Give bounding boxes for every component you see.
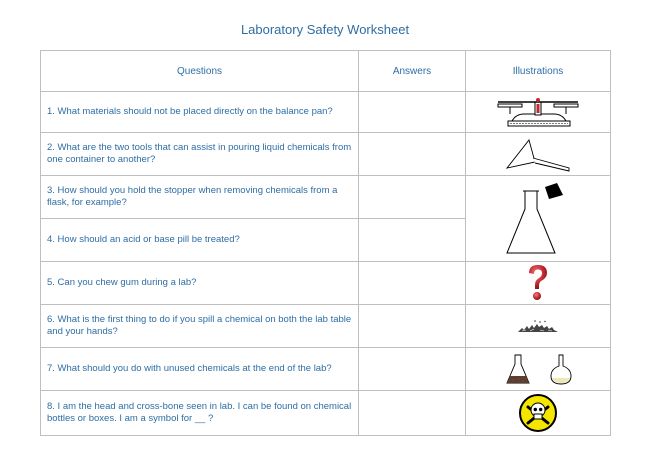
page-title: Laboratory Safety Worksheet (240, 22, 410, 37)
answer-cell[interactable] (359, 133, 466, 176)
skull-crossbones-icon (518, 393, 558, 433)
flask-with-stopper-icon (503, 181, 573, 257)
table-row (41, 92, 611, 133)
answer-cell[interactable] (359, 219, 466, 262)
question-cell: 5. Can you chew gum during a lab? (41, 262, 359, 305)
illustration-cell (466, 133, 611, 176)
table-row (41, 305, 611, 348)
table-row (41, 262, 611, 305)
illustration-cell (466, 305, 611, 348)
table-row (41, 348, 611, 391)
illustration-cell (466, 92, 611, 133)
question-cell: 4. How should an acid or base pill be treated? (41, 219, 359, 262)
header-row (41, 51, 611, 92)
question-cell: 1. What materials should not be placed directly on the balance pan? (41, 92, 359, 133)
answer-cell[interactable] (359, 348, 466, 391)
table-row (41, 176, 611, 219)
spilled-powder-icon (516, 318, 560, 334)
question-cell: 7. What should you do with unused chemicals at the end of the lab? (41, 348, 359, 391)
question-cell: 2. What are the two tools that can assist in pouring liquid chemicals from one container to another? (41, 133, 359, 176)
table-row (41, 133, 611, 176)
question-cell: 8. I am the head and cross-bone seen in lab. I can be found on chemical bottles or boxes. I am a symbol for __ ? (41, 391, 359, 436)
illustration-cell (466, 391, 611, 436)
balance-scale-icon (496, 96, 580, 128)
illustration-cell (466, 176, 611, 262)
funnel-icon (503, 136, 573, 172)
answer-cell[interactable] (359, 391, 466, 436)
questions-header: Questions (41, 51, 359, 92)
answer-cell[interactable] (359, 176, 466, 219)
answers-header: Answers (359, 51, 466, 92)
question-cell: 3. How should you hold the stopper when removing chemicals from a flask, for example? (41, 176, 359, 219)
illustration-cell (466, 348, 611, 391)
worksheet-table (40, 50, 611, 436)
table-row (41, 391, 611, 436)
answer-cell[interactable] (359, 92, 466, 133)
question-mark-icon (526, 263, 550, 303)
answer-cell[interactable] (359, 262, 466, 305)
illustrations-header: Illustrations (466, 51, 611, 92)
question-cell: 6. What is the first thing to do if you spill a chemical on both the lab table and your hands? (41, 305, 359, 348)
answer-cell[interactable] (359, 305, 466, 348)
flasks-icon (501, 352, 575, 386)
illustration-cell (466, 262, 611, 305)
